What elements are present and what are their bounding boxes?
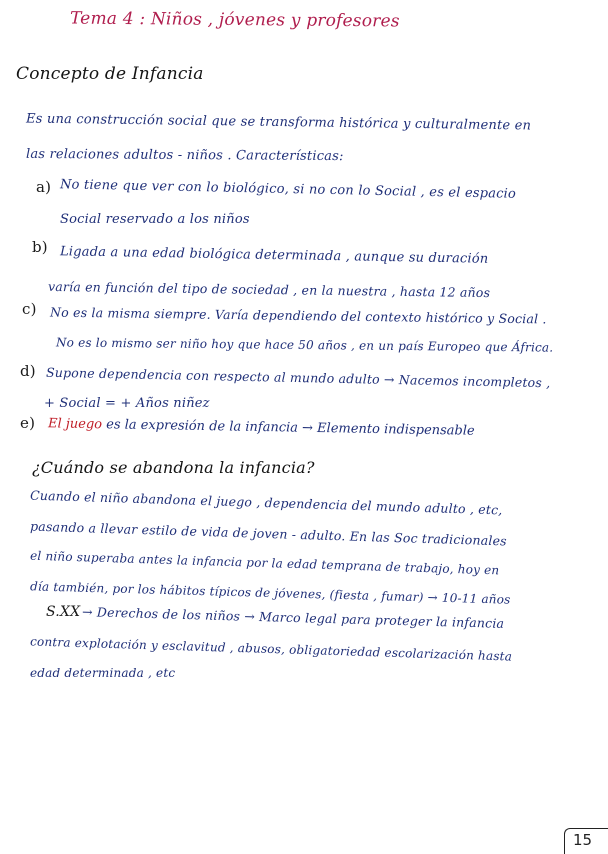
answer-line-1: Cuando el niño abandona el juego , dependencia del mundo adulto , etc,	[29, 487, 503, 518]
page-number: 15	[564, 828, 608, 854]
sxx-line-1: → Derechos de los niños → Marco legal para proteger la infancia	[81, 604, 505, 631]
answer-line-3: el niño superaba antes la infancia por la edad temprana de trabajo, hoy en	[29, 548, 500, 578]
item-c-label: c)	[22, 300, 37, 318]
item-b-line-2: varía en función del tipo de sociedad , en la nuestra , hasta 12 años	[47, 278, 491, 301]
item-e-label: e)	[20, 414, 36, 432]
sxx-label: S.XX	[46, 604, 81, 620]
item-a-label: a)	[36, 178, 52, 196]
item-e-rest: es la expresión de la infancia → Elemento indispensable	[101, 417, 475, 439]
item-e-text	[48, 416, 475, 438]
sxx-line-3: edad determinada , etc	[30, 666, 176, 680]
item-b-label: b)	[32, 238, 48, 256]
section-heading: Concepto de Infancia	[16, 64, 204, 84]
item-e-highlight: El juego	[47, 416, 103, 433]
page-title: Tema 4 : Niños , jóvenes y profesores	[69, 8, 400, 32]
item-c-line-2: No es lo mismo ser niño hoy que hace 50 años , en un país Europeo que África.	[55, 335, 554, 355]
intro-line-1: Es una construcción social que se transforma histórica y culturalmente en	[25, 111, 532, 134]
item-a-line-1: No tiene que ver con lo biológico, si no con lo Social , es el espacio	[59, 177, 517, 202]
item-c-line-1: No es la misma siempre. Varía dependiendo del contexto histórico y Social .	[49, 304, 547, 327]
sxx-line-2: contra explotación y esclavitud , abusos, obligatoriedad escolarización hasta	[29, 634, 513, 664]
item-d-line-1: Supone dependencia con respecto al mundo adulto → Nacemos incompletos ,	[45, 364, 551, 391]
answer-line-2: pasando a llevar estilo de vida de joven - adulto. En las Soc tradicionales	[29, 518, 508, 549]
item-d-line-2: + Social = + Años niñez	[44, 396, 210, 411]
item-d-label: d)	[20, 362, 36, 380]
item-a-line-2: Social reservado a los niños	[60, 212, 250, 227]
intro-line-2: las relaciones adultos - niños . Características:	[25, 146, 344, 165]
answer-line-4: día también, por los hábitos típicos de jóvenes, (fiesta , fumar) → 10-11 años	[29, 579, 511, 607]
question-heading: ¿Cuándo se abandona la infancia?	[32, 458, 315, 477]
item-b-line-1: Ligada a una edad biológica determinada , aunque su duración	[59, 244, 489, 267]
